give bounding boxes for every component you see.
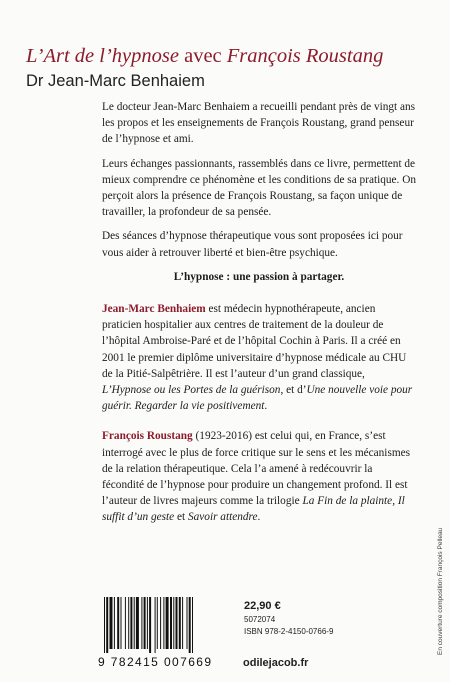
isbn: ISBN 978-2-4150-0766-9	[244, 627, 334, 636]
price: 22,90 €	[244, 600, 281, 612]
bio-roustang-book-1: La Fin de la plainte	[302, 495, 393, 508]
bio-roustang-text-b: ,	[392, 495, 398, 508]
bio-benhaiem-text-a: est médecin hypnothérapeute, ancien praticien hospitalier aux centres de traitement de la douleur de l’hôpital Ambroise-Paré et de l’hôpital Cochin à Paris. Il a créé en 2001 le premier diplôme universitaire d’hypnose médicale au CHU de la Pitié-Salpêtrière. Il est l’auteur d’un grand classique,	[102, 303, 407, 380]
bio-benhaiem-text-c: .	[264, 400, 268, 413]
bio-roustang	[102, 428, 416, 525]
bio-benhaiem-text-b: , et d’	[280, 384, 307, 397]
book-author: Dr Jean-Marc Benhaiem	[26, 72, 205, 90]
bio-benhaiem	[102, 301, 416, 414]
price-block	[244, 600, 333, 636]
barcode	[98, 597, 232, 655]
title-part-2: François Roustang	[226, 45, 384, 67]
bio-roustang-text-a: (1923-2016) est celui qui, en France, s’est interrogé avec le plus de force critique sur le sens et les mécanismes de la relation thérapeutique. Cela l’a amené à redécouvrir la fécondité de l’hypnose pour produire un changement profond. Il est l’auteur de livres majeurs comme la trilogie	[102, 430, 411, 508]
bio-roustang-book-3: Savoir attendre	[187, 511, 258, 524]
bio-benhaiem-book-1: L’Hypnose ou les Portes de la guérison	[102, 384, 281, 397]
publisher-website: odilejacob.fr	[243, 657, 309, 669]
title-connector: avec	[178, 45, 227, 67]
cover-credit: En couverture composition François Pelleau	[437, 527, 444, 655]
bio-benhaiem-book-2: Une nouvelle voie pour guérir. Regarder la vie positivement	[102, 384, 413, 413]
bio-roustang-name: François Roustang	[102, 430, 193, 443]
title-part-1: L’Art de l’hypnose	[26, 45, 179, 67]
product-code: 5072074	[244, 615, 276, 624]
bio-roustang-book-2: Il suffit d’un geste	[102, 495, 405, 524]
blurb	[102, 99, 416, 534]
bio-roustang-text-d: .	[257, 511, 261, 524]
intro-paragraph-1: Le docteur Jean-Marc Benhaiem a recueilli pendant près de vingt ans les propos et les enseignements de François Roustang, grand penseur de l’hypnose et ami.	[102, 101, 416, 146]
bio-benhaiem-name: Jean-Marc Benhaiem	[102, 303, 206, 316]
tagline: L’hypnose : une passion à partager.	[173, 270, 345, 283]
intro-paragraph-2: Leurs échanges passionnants, rassemblés dans ce livre, permettent de mieux comprendre ce phénomène et les conditions de sa pratique. On perçoit alors la présence de François Roustang, sa façon unique de travailler, la profondeur de sa pensée.	[102, 157, 417, 219]
bio-roustang-text-c: et	[174, 511, 188, 524]
book-title	[26, 45, 383, 68]
intro-paragraph-3: Des séances d’hypnose thérapeutique vous sont proposées ici pour vous aider à retrouver liberté et bien-être psychique.	[102, 230, 403, 259]
barcode-digits: 9 782415 007669	[98, 655, 213, 669]
